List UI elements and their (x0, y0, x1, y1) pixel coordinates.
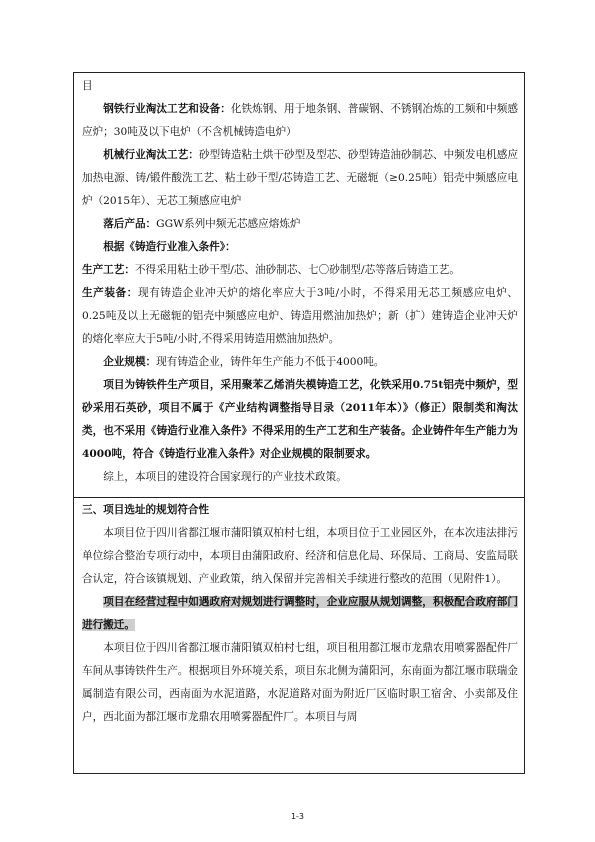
basis-line: 根据《铸造行业准入条件》： (103, 241, 236, 253)
section-heading: 三、项目选址的规划符合性 (82, 504, 210, 516)
content-table (73, 72, 525, 774)
equip-title: 生产装备： (82, 287, 138, 299)
steel-body: 化铁炼钢、用于地条钢、普碳钢、不锈钢冶炼的工频和中频感应炉；30吨及以下电炉（不含机械铸造电炉） (82, 103, 519, 138)
equipment-para (82, 282, 518, 351)
continued-char: 目 (82, 80, 93, 92)
backward-product-para (82, 213, 518, 236)
row-divider (74, 497, 524, 498)
summary-line: 综上，本项目的建设符合国家现行的产业技术政策。 (103, 471, 347, 483)
machinery-industry-para (82, 144, 518, 213)
steel-title: 钢铁行业淘汰工艺和设备： (103, 103, 231, 115)
product-body: GGW系列中频无芯感应熔炼炉 (156, 218, 301, 230)
mech-body: 砂型铸造粘土烘干砂型及型芯、砂型铸造油砂制芯、中频发电机感应加热电源、铸/锻件酸洗工艺、粘土砂干型/芯铸造工艺、无磁轭（≥0.25吨）铝壳中频感应电炉（2015年）、无芯工频感应电炉 (82, 149, 519, 207)
policy-section (82, 75, 518, 489)
equip-body: 现有铸造企业冲天炉的熔化率应大于3吨/小时，不得采用无芯工频感应电炉、0.25吨及以上无磁轭的铝壳中频感应电炉、铸造用燃油加热炉；新（扩）建铸造企业冲天炉的熔化率应大于5吨/小时,不得采用铸造用燃油加热炉。 (82, 287, 518, 345)
steel-industry-para (82, 98, 518, 144)
mech-title: 机械行业淘汰工艺： (103, 149, 199, 161)
page-number: 1-3 (290, 812, 305, 821)
relocation-highlight: 项目在经营过程中如遇政府对规划进行调整时，企业应服从规划调整，积极配合政府部门进行搬迁。 (82, 596, 518, 631)
site-planning-section (82, 499, 518, 729)
process-body: 不得采用粘土砂干型/芯、油砂制芯、七〇砂制型/芯等落后铸造工艺。 (134, 264, 460, 276)
process-para (82, 259, 518, 282)
conclusion-bold-para: 项目为铸铁件生产项目，采用聚苯乙烯消失模铸造工艺，化铁采用0.75t铝壳中频炉，型砂采用石英砂，项目不属于《产业结构调整指导目录（2011年本）》（修正）限制类和淘汰类，也不采用《铸造行业准入条件》不得采用的生产工艺和生产装备。企业铸件年生产能力为4000吨，符合《铸造行业准入条件》对企业规模的限制要求。 (82, 379, 518, 460)
relocation-note (82, 591, 518, 637)
surroundings-para: 本项目位于四川省都江堰市蒲阳镇双柏村七组，项目租用都江堰市龙鼎农用喷雾器配件厂车间从事铸铁件生产。根据项目外环境关系，项目东北侧为蒲阳河，东南面为都江堰市联瑞金属制造有限公司，西南面为水泥道路，水泥道路对面为附近厂区临时职工宿舍、小卖部及住户，西北面为都江堰市龙鼎农用喷雾器配件厂。本项目与周 (82, 642, 518, 723)
scale-para (82, 351, 518, 374)
scale-title: 企业规模： (103, 356, 157, 368)
scale-body: 现有铸造企业，铸件年生产能力不低于4000吨。 (156, 356, 385, 368)
location-para: 本项目位于四川省都江堰市蒲阳镇双柏村七组，本项目位于工业园区外，在本次违法排污单位综合整治专项行动中，本项目由蒲阳政府、经济和信息化局、环保局、工商局、安监局联合认定，符合该镇规划、产业政策，纳入保留并完善相关手续进行整改的范围（见附件1）。 (82, 527, 518, 585)
product-title: 落后产品： (103, 218, 157, 230)
process-title: 生产工艺： (82, 264, 135, 276)
